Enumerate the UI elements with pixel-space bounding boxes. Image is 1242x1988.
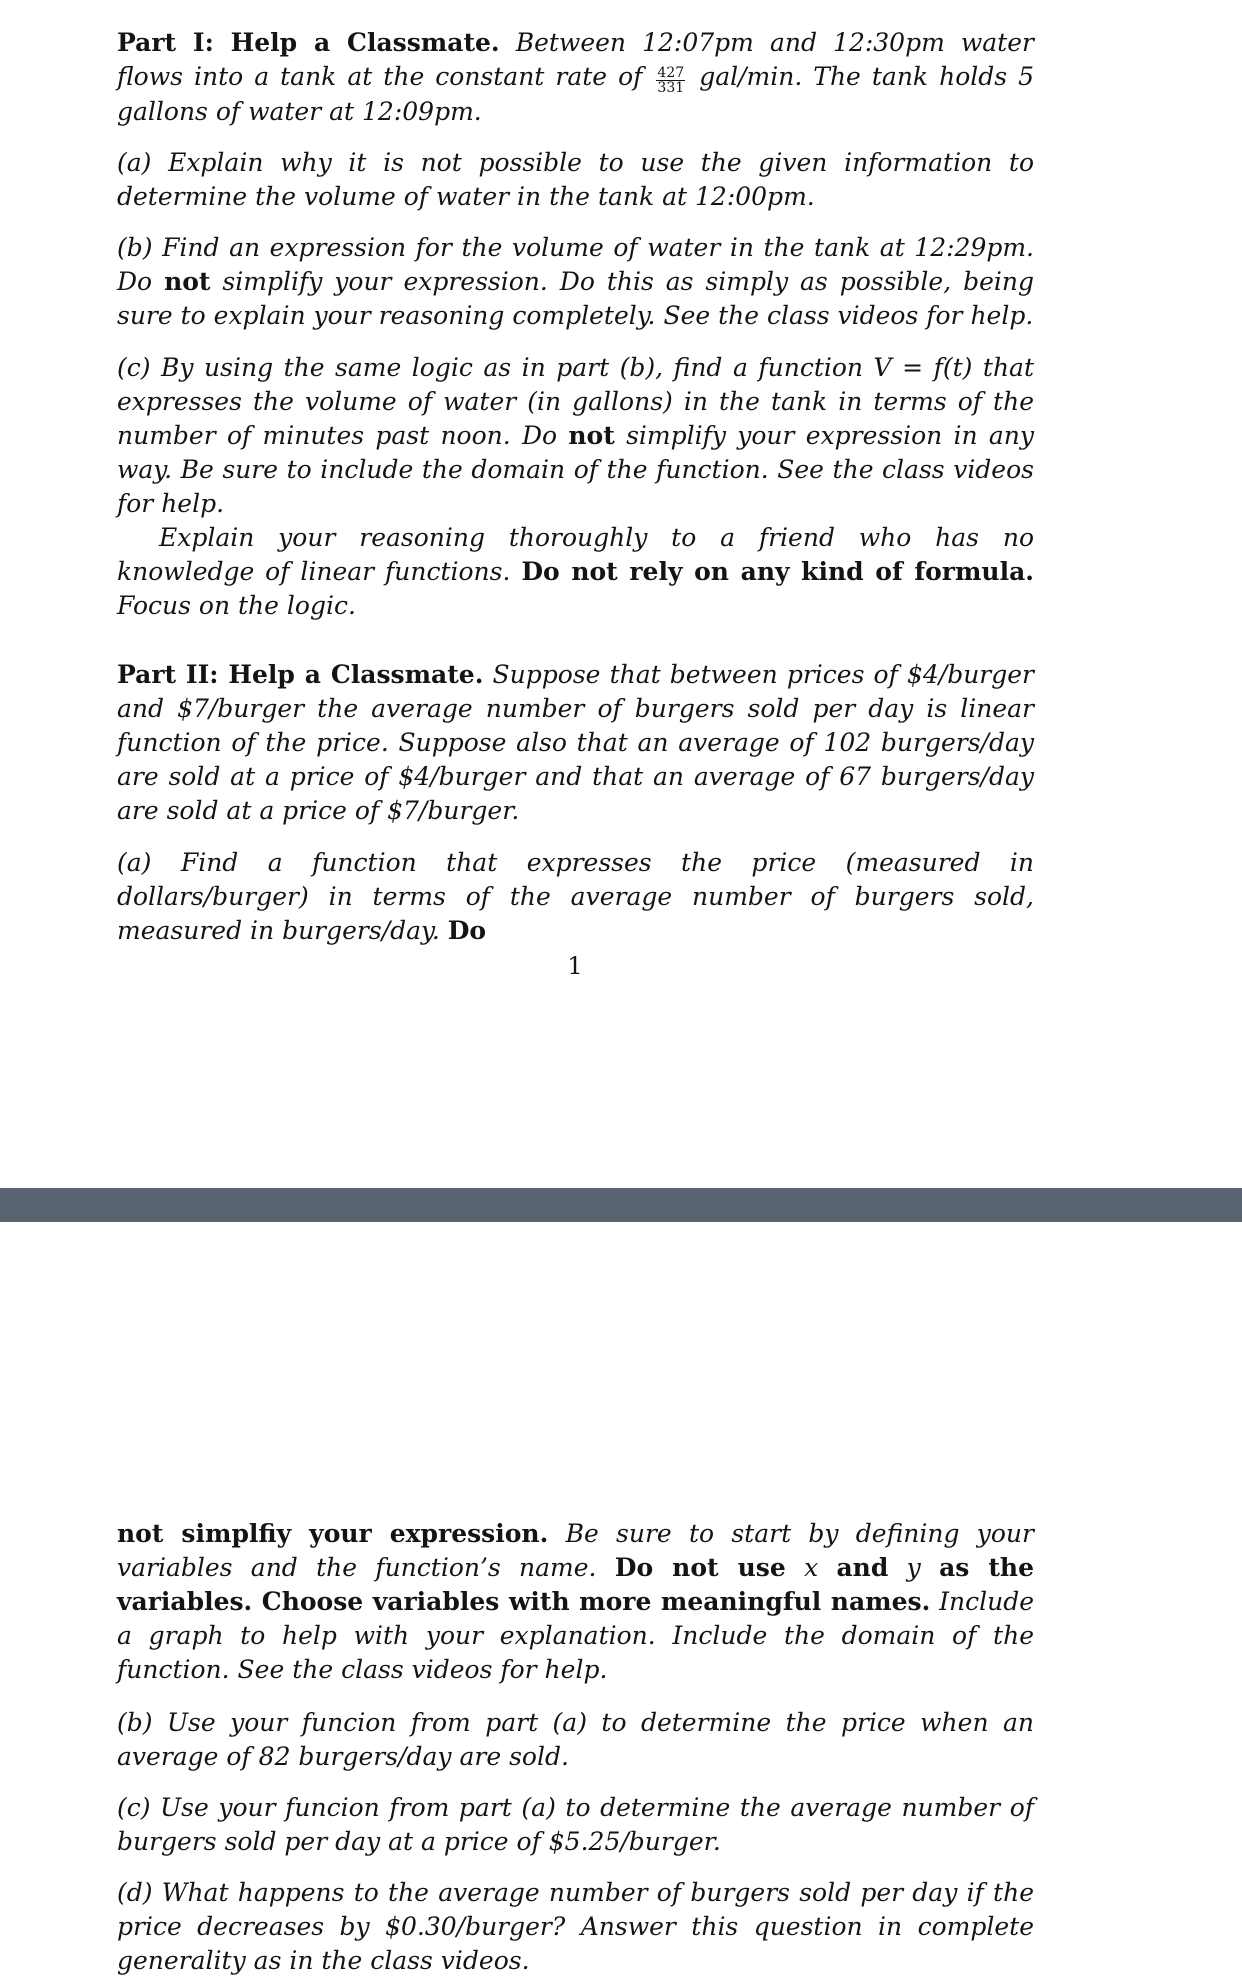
- part1-question-b: [117, 231, 1034, 333]
- document-page-2: [0, 1222, 1242, 1988]
- part2-question-a-start: [117, 846, 1034, 948]
- part2-question-c: (c) Use your funcion from part (a) to determine the average number of burgers sold per day at a price of $5.25/burger.: [117, 1793, 1034, 1856]
- page-number: 1: [567, 952, 583, 980]
- page-separator: [0, 1188, 1242, 1222]
- part2-question-d: (d) What happens to the average number of burgers sold per day if the price decreases by $0.30/burger? Answer this question in complete generality as in the class videos.: [117, 1878, 1034, 1975]
- part1-c-bold-2: Do not rely on any kind of formula.: [521, 557, 1034, 586]
- part2-heading: Part II: Help a Classmate.: [117, 660, 484, 689]
- part2-a-bold-and: and: [836, 1553, 889, 1582]
- part2-a-text-2: Be sure to start by defining your variables and the function’s name.: [117, 1519, 1034, 1582]
- part1-b-bold: not: [164, 267, 211, 296]
- part2-a-text: (a) Find a function that expresses the price (measured in dollars/burger) in terms of the average number of burgers sold, measured in burgers/day.: [117, 848, 1034, 945]
- variable-x: x: [804, 1553, 819, 1582]
- part2-a-bold-choose: as the variables. Choose variables with more meaningful names.: [117, 1553, 1035, 1616]
- part1-heading: Part I: Help a Classmate.: [117, 28, 500, 57]
- part1-c-explain: [117, 521, 1034, 623]
- part1-c-text-4: Focus on the logic.: [117, 591, 356, 620]
- rate-denominator: 331: [657, 80, 685, 96]
- rate-numerator: 427: [657, 65, 685, 81]
- part2-a-text-3: Include a graph to help with your explanation. Include the domain of the function. See the class videos for help.: [117, 1587, 1035, 1684]
- part1-question-a: (a) Explain why it is not possible to use the given information to determine the volume of water in the tank at 12:00pm.: [117, 148, 1034, 211]
- part1-c-text-2: simplify your expression in any way. Be sure to include the domain of the function. See the class videos for help.: [117, 421, 1035, 518]
- part2-intro: [117, 658, 1034, 828]
- part1-intro: [117, 26, 1034, 129]
- part1-c-bold: not: [568, 421, 615, 450]
- part1-intro-text-2: gal/min. The tank holds 5 gallons of water at 12:09pm.: [117, 62, 1034, 126]
- part2-a-bold-do-not-use: Do not use: [614, 1553, 786, 1582]
- variable-y: y: [906, 1553, 921, 1582]
- part1-intro-text: Between 12:07pm and 12:30pm water flows into a tank at the constant rate of: [117, 28, 1034, 91]
- part1-question-c: [117, 351, 1034, 623]
- part2-a-bold-do: Do: [447, 916, 487, 945]
- rate-fraction: [656, 66, 685, 95]
- part2-question-b: (b) Use your funcion from part (a) to determine the price when an average of 82 burgers/day are sold.: [117, 1708, 1034, 1771]
- part2-question-a-continued: [117, 1517, 1034, 1687]
- part1-c-text: (c) By using the same logic as in part (b), find a function V = f(t) that expresses the volume of water (in gallons) in the tank in terms of the number of minutes past noon. Do: [117, 353, 1034, 450]
- part2-a-bold-not-simplify: not simplfiy your expression.: [117, 1519, 549, 1548]
- part1-b-text-2: simplify your expression. Do this as simply as possible, being sure to explain your reasoning completely. See the class videos for help.: [117, 267, 1034, 330]
- part2-intro-text: Suppose that between prices of $4/burger and $7/burger the average number of burgers sold per day is linear function of the price. Suppose also that an average of 102 burgers/day are sold at a price of $4/burger and that an average of 67 burgers/day are sold at a price of $7/burger.: [117, 660, 1034, 825]
- part1-b-text: (b) Find an expression for the volume of water in the tank at 12:29pm. Do: [117, 233, 1034, 296]
- part1-c-text-3: Explain your reasoning thoroughly to a friend who has no knowledge of linear functions.: [117, 523, 1034, 586]
